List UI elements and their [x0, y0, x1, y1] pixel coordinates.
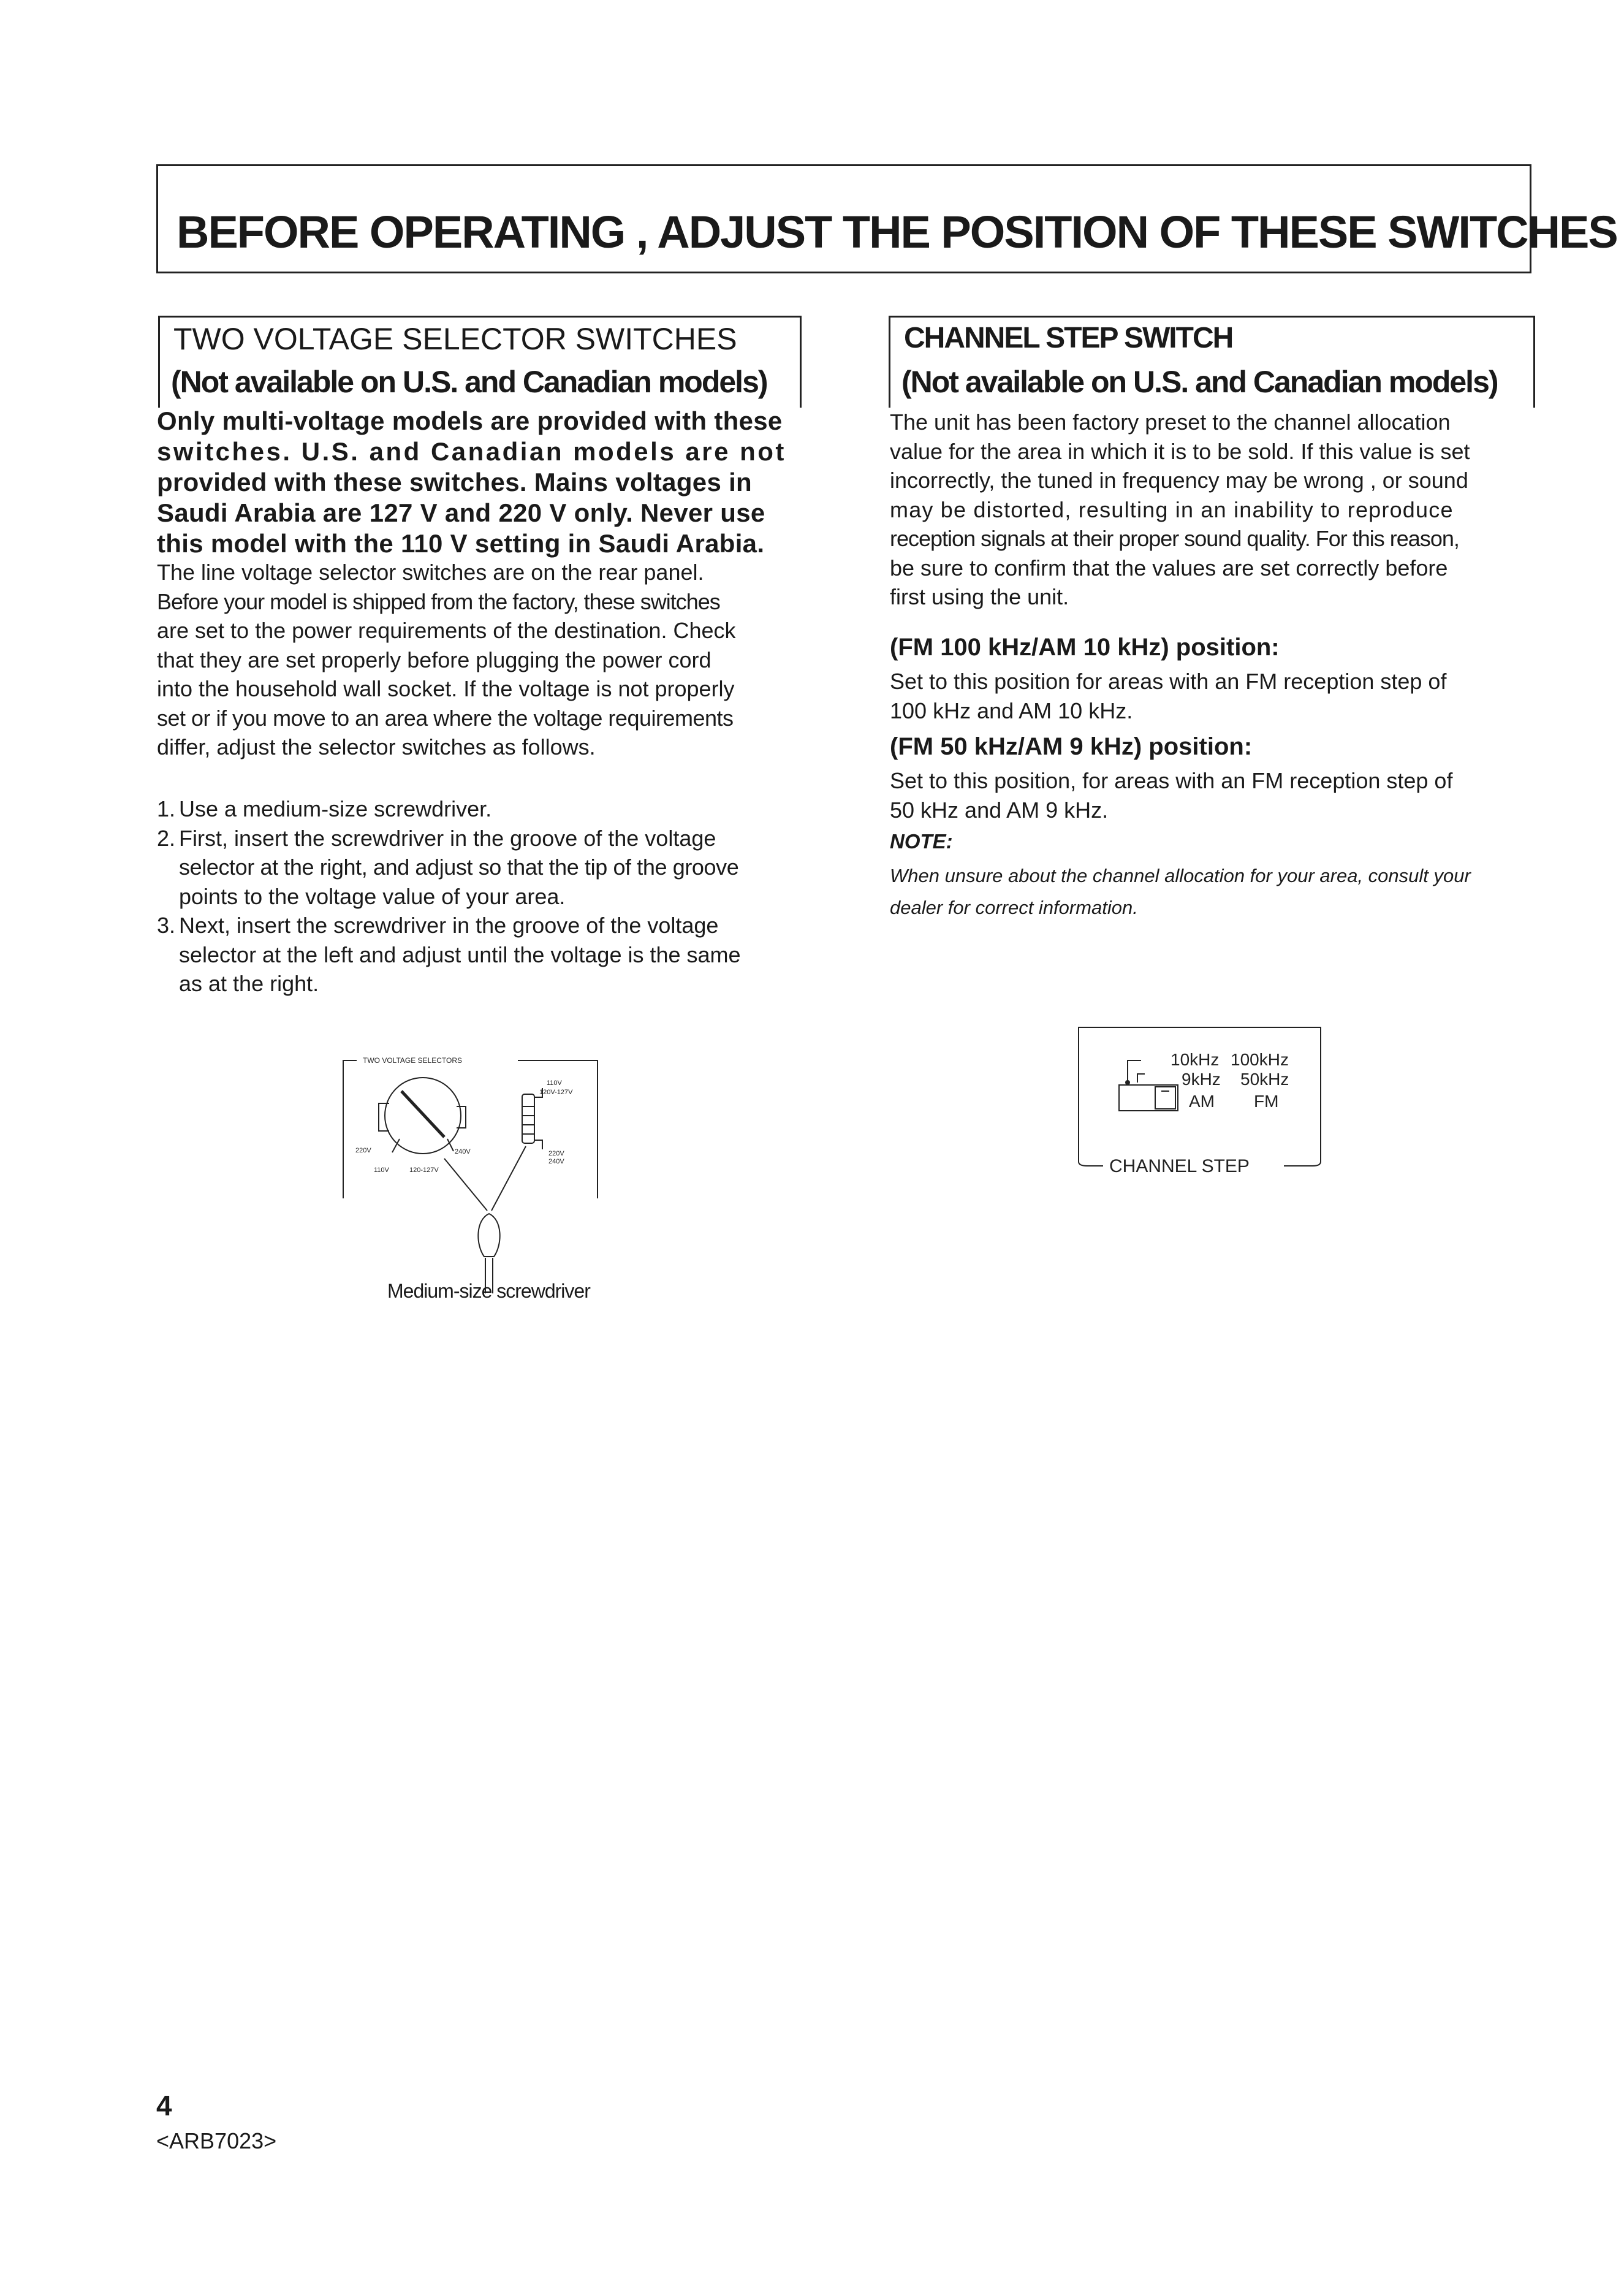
- position-100khz-heading: (FM 100 kHz/AM 10 kHz) position:: [890, 634, 1280, 661]
- label-110v-bottom: 110V: [374, 1167, 389, 1174]
- note-line: dealer for correct information.: [890, 897, 1138, 918]
- intro-line: may be distorted, resulting in an inability to reproduce: [890, 497, 1454, 522]
- page-title: BEFORE OPERATING , ADJUST THE POSITION OF THESE SWITCHES: [176, 207, 1617, 257]
- step-text: Use a medium-size screwdriver.: [179, 796, 492, 821]
- channel-step-label: CHANNEL STEP: [1109, 1156, 1250, 1176]
- step-text: First, insert the screwdriver in the groove of the voltage: [179, 825, 716, 851]
- note-heading: NOTE:: [890, 830, 953, 853]
- page-banner: [156, 164, 1617, 273]
- warning-line: this model with the 110 V setting in Saudi Arabia.: [157, 529, 765, 558]
- voltage-selector-diagram: [331, 1036, 619, 1318]
- channel-heading-subtitle: (Not available on U.S. and Canadian models): [901, 365, 1498, 399]
- voltage-heading-subtitle: (Not available on U.S. and Canadian models): [171, 365, 767, 399]
- position-line: 50 kHz and AM 9 kHz.: [890, 797, 1109, 823]
- label-50khz: 50kHz: [1240, 1070, 1289, 1089]
- note-text: [890, 860, 1552, 924]
- step-text: Next, insert the screwdriver in the groove of the voltage: [179, 913, 719, 938]
- step-item: [157, 911, 806, 999]
- description-line: that they are set properly before plugging the power cord: [157, 647, 711, 672]
- warning-line: switches. U.S. and Canadian models are not: [157, 437, 786, 466]
- step-text: points to the voltage value of your area.: [179, 883, 566, 909]
- label-220v-left: 220V: [355, 1147, 371, 1154]
- screwdriver-caption: Medium-size screwdriver: [387, 1280, 590, 1302]
- label-100khz: 100kHz: [1231, 1050, 1289, 1069]
- channel-heading-title: CHANNEL STEP SWITCH: [904, 322, 1233, 354]
- label-240v-right: 240V: [548, 1158, 564, 1165]
- voltage-section-heading: [158, 316, 802, 408]
- label-220v-right: 220V: [548, 1150, 564, 1157]
- step-text: as at the right.: [179, 971, 319, 996]
- step-item: [157, 794, 806, 824]
- voltage-description: [157, 558, 806, 762]
- description-line: differ, adjust the selector switches as follows.: [157, 734, 596, 759]
- channel-section-heading: [889, 316, 1535, 408]
- voltage-warning: [157, 406, 806, 559]
- intro-line: first using the unit.: [890, 584, 1069, 609]
- description-line: Before your model is shipped from the factory, these switches: [157, 588, 720, 614]
- warning-line: provided with these switches. Mains voltages in: [157, 468, 752, 497]
- position-50khz-text: [890, 766, 1539, 824]
- document-code: <ARB7023>: [156, 2128, 277, 2153]
- position-line: Set to this position, for areas with an FM reception step of: [890, 768, 1453, 793]
- description-line: The line voltage selector switches are on the rear panel.: [157, 560, 704, 585]
- label-240v-left: 240V: [455, 1148, 471, 1155]
- channel-step-diagram: [1072, 1024, 1330, 1189]
- step-text: selector at the right, and adjust so that the tip of the groove: [179, 854, 739, 880]
- intro-line: be sure to confirm that the values are set correctly before: [890, 555, 1448, 580]
- step-number: 2.: [157, 825, 176, 851]
- description-line: set or if you move to an area where the voltage requirements: [157, 705, 734, 731]
- intro-line: The unit has been factory preset to the channel allocation: [890, 409, 1451, 435]
- position-line: 100 kHz and AM 10 kHz.: [890, 698, 1133, 723]
- step-number: 3.: [157, 913, 176, 938]
- label-am: AM: [1189, 1092, 1215, 1111]
- page-number: 4: [156, 2090, 172, 2122]
- voltage-heading-title: TWO VOLTAGE SELECTOR SWITCHES: [173, 322, 737, 356]
- position-line: Set to this position for areas with an FM reception step of: [890, 669, 1447, 694]
- label-fm: FM: [1254, 1092, 1279, 1111]
- adjustment-steps: [157, 794, 806, 999]
- warning-line: Only multi-voltage models are provided with these: [157, 406, 783, 435]
- step-text: selector at the left and adjust until the voltage is the same: [179, 942, 741, 967]
- step-number: 1.: [157, 796, 176, 821]
- label-120v-top: 120V-127V: [539, 1089, 573, 1096]
- label-9khz: 9kHz: [1182, 1070, 1221, 1089]
- note-line: When unsure about the channel allocation for your area, consult your: [890, 865, 1471, 886]
- channel-intro: [890, 408, 1539, 612]
- switch-indicator-dot: [1125, 1080, 1130, 1085]
- description-line: into the household wall socket. If the voltage is not properly: [157, 676, 735, 701]
- intro-line: reception signals at their proper sound quality. For this reason,: [890, 526, 1459, 551]
- intro-line: value for the area in which it is to be sold. If this value is set: [890, 438, 1470, 464]
- warning-line: Saudi Arabia are 127 V and 220 V only. Never use: [157, 498, 765, 527]
- label-120v-bottom: 120-127V: [409, 1167, 439, 1174]
- frame-label: TWO VOLTAGE SELECTORS: [363, 1056, 463, 1065]
- label-10khz: 10kHz: [1171, 1050, 1220, 1069]
- intro-line: incorrectly, the tuned in frequency may be wrong , or sound: [890, 468, 1468, 493]
- label-110v-top: 110V: [547, 1079, 562, 1087]
- position-50khz-heading: (FM 50 kHz/AM 9 kHz) position:: [890, 733, 1253, 760]
- step-item: [157, 824, 806, 912]
- position-100khz-text: [890, 667, 1539, 725]
- description-line: are set to the power requirements of the destination. Check: [157, 618, 736, 643]
